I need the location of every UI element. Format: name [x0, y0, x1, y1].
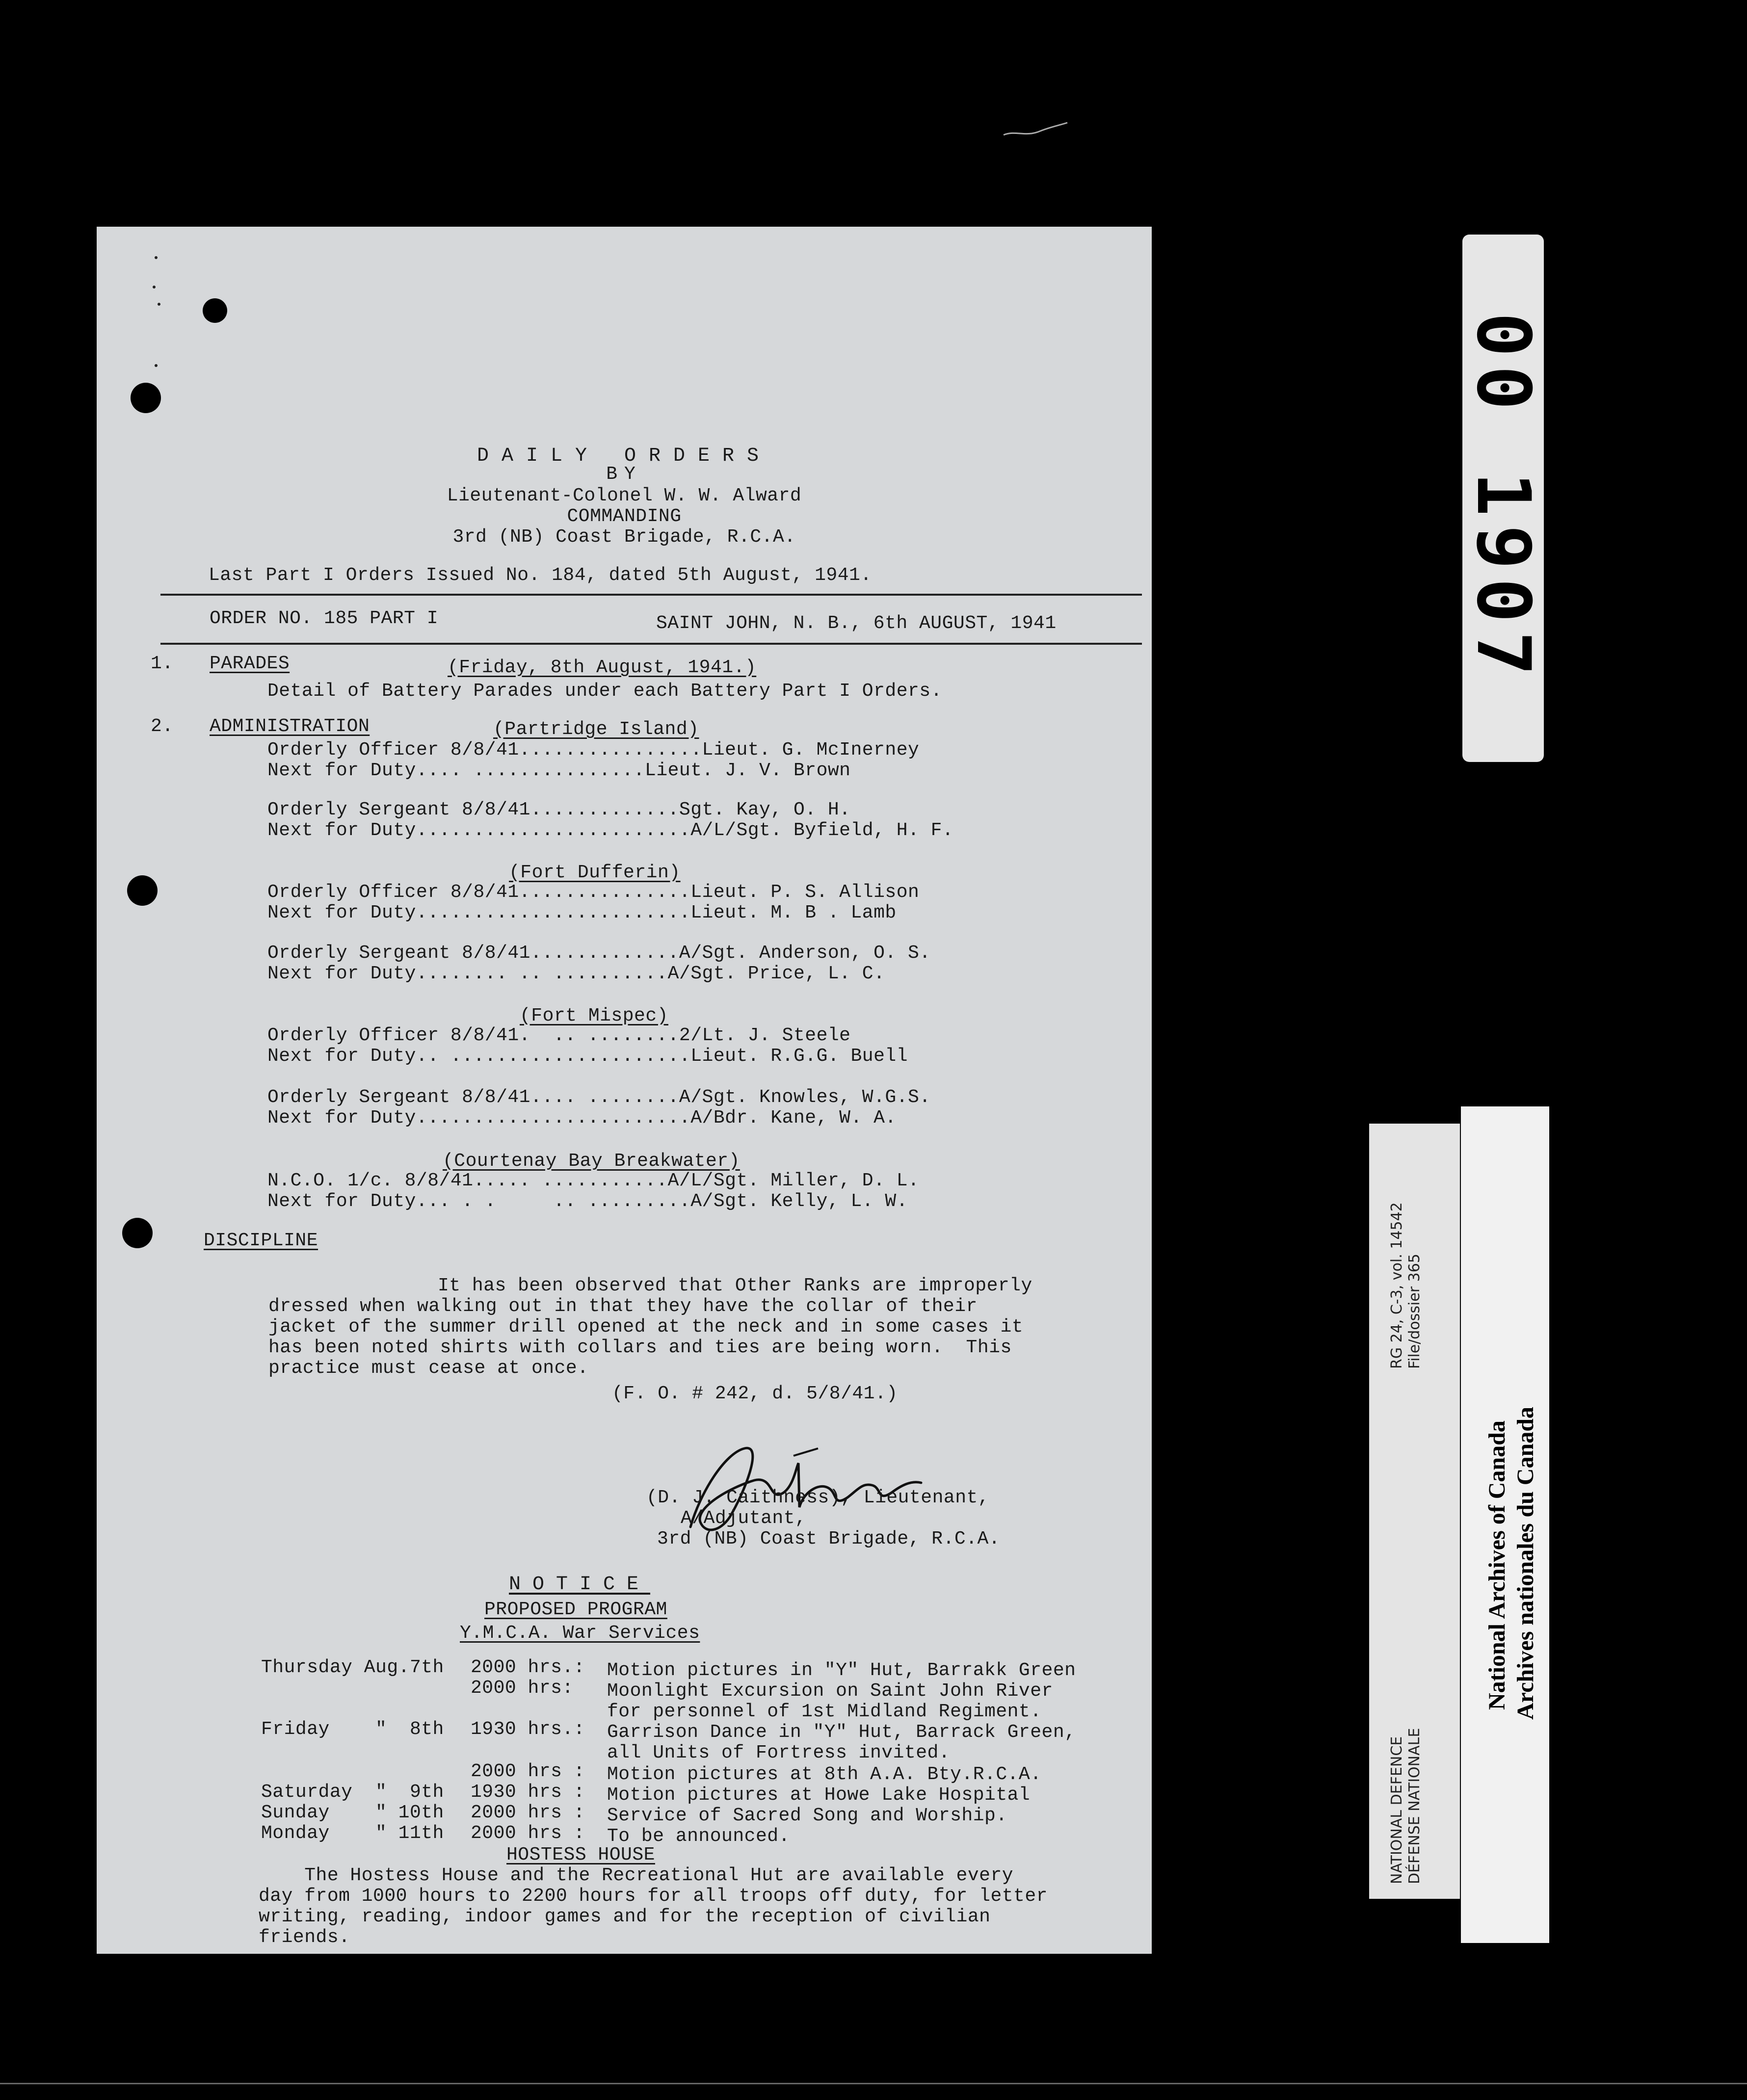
punch-hole: [127, 875, 158, 906]
archive-reference-label: [1369, 1124, 1460, 1899]
discipline-text: It has been observed that Other Ranks are improperly: [438, 1275, 1032, 1296]
discipline-text: has been noted shirts with collars and ties are being worn. This: [268, 1337, 1012, 1358]
duty-line: Next for Duty........ .. ..........A/Sgt. Price, L. C.: [267, 963, 885, 984]
department-fr: DÉFENSE NATIONALE: [1406, 1728, 1423, 1884]
department-en: NATIONAL DEFENCE: [1388, 1736, 1405, 1884]
duty-line: Next for Duty... . . .. .........A/Sgt. Kelly, L. W.: [267, 1191, 908, 1212]
program-event: for personnel of 1st Midland Regiment.: [607, 1701, 1042, 1722]
section-number: 2.: [151, 716, 174, 737]
discipline-text: dressed when walking out in that they have the collar of their: [268, 1296, 978, 1317]
frame-number: 00 1907: [1460, 312, 1546, 684]
location-heading: (Partridge Island): [493, 719, 699, 740]
program-day: Thursday Aug.7th: [261, 1657, 444, 1678]
location-heading: (Fort Mispec): [520, 1005, 668, 1026]
duty-line: N.C.O. 1/c. 8/8/41..... ...........A/L/Sgt. Miller, D. L.: [267, 1170, 920, 1191]
discipline-heading: DISCIPLINE: [204, 1230, 318, 1251]
program-day: Saturday " 9th: [261, 1782, 444, 1803]
signature-title: A/Adjutant,: [681, 1508, 807, 1529]
program-day: Monday " 11th: [261, 1823, 444, 1844]
duty-line: Next for Duty........................Lieut. M. B . Lamb: [267, 902, 897, 923]
program-time: 2000 hrs:: [471, 1678, 574, 1699]
program-event: Moonlight Excursion on Saint John River: [607, 1680, 1053, 1702]
punch-hole: [131, 383, 161, 413]
divider-rule: [160, 643, 1142, 645]
duty-line: Next for Duty.. .....................Lieut. R.G.G. Buell: [267, 1046, 908, 1067]
hostess-text: day from 1000 hours to 2200 hours for all troops off duty, for letter: [259, 1886, 1048, 1907]
program-time: 1930 hrs :: [471, 1782, 585, 1803]
hostess-text: writing, reading, indoor games and for the reception of civilian: [259, 1906, 991, 1927]
program-time: 2000 hrs :: [471, 1761, 585, 1782]
discipline-text: jacket of the summer drill opened at the neck and in some cases it: [268, 1316, 1024, 1338]
duty-line: Orderly Sergeant 8/8/41.............A/Sgt. Anderson, O. S.: [267, 943, 931, 964]
order-number: ORDER NO. 185 PART I: [210, 608, 439, 629]
signature-name: (D. J. Caithness), Lieutenant,: [646, 1487, 990, 1508]
duty-line: Orderly Officer 8/8/41. .. ........2/Lt. J. Steele: [267, 1025, 851, 1046]
archive-name-fr: Archives nationales du Canada: [1512, 1407, 1538, 1720]
place-date: SAINT JOHN, N. B., 6th AUGUST, 1941: [656, 613, 1057, 634]
signature-unit: 3rd (NB) Coast Brigade, R.C.A.: [657, 1528, 1001, 1549]
duty-line: Next for Duty........................A/L/Sgt. Byfield, H. F.: [267, 820, 954, 841]
parades-heading: PARADES: [210, 653, 290, 674]
doc-by: BY: [606, 464, 642, 485]
program-event: all Units of Fortress invited.: [607, 1742, 951, 1763]
discipline-text: practice must cease at once.: [268, 1358, 589, 1379]
frame-number-strip: [1462, 235, 1544, 762]
notice-subtitle: PROPOSED PROGRAM: [484, 1599, 667, 1620]
duty-line: Orderly Officer 8/8/41................Lieut. G. McInerney: [267, 739, 920, 761]
punch-hole: [122, 1218, 153, 1248]
program-day: Sunday " 10th: [261, 1802, 444, 1823]
section-number: 1.: [151, 653, 174, 674]
location-heading: (Courtenay Bay Breakwater): [443, 1151, 740, 1172]
archive-name-label: [1461, 1106, 1549, 1943]
scan-mark: [1001, 120, 1070, 140]
duty-line: Orderly Sergeant 8/8/41.............Sgt. Kay, O. H.: [267, 799, 851, 820]
parades-date: (Friday, 8th August, 1941.): [448, 657, 757, 678]
duty-line: Orderly Officer 8/8/41...............Lieut. P. S. Allison: [267, 882, 920, 903]
duty-line: Next for Duty.... ...............Lieut. J. V. Brown: [267, 760, 851, 781]
duty-line: Next for Duty........................A/Bdr. Kane, W. A.: [267, 1107, 897, 1129]
divider-rule: [160, 594, 1142, 596]
program-time: 2000 hrs :: [471, 1823, 585, 1844]
program-event: Garrison Dance in "Y" Hut, Barrack Green,: [607, 1722, 1076, 1743]
commander: Lieutenant-Colonel W. W. Alward: [447, 485, 802, 506]
program-time: 1930 hrs.:: [471, 1719, 585, 1740]
punch-hole: [203, 298, 227, 323]
administration-heading: ADMINISTRATION: [210, 716, 370, 737]
program-event: Motion pictures at 8th A.A. Bty.R.C.A.: [607, 1764, 1042, 1785]
notice-title: NOTICE: [509, 1574, 651, 1596]
program-time: 2000 hrs :: [471, 1802, 585, 1823]
program-time: 2000 hrs.:: [471, 1657, 585, 1678]
parades-detail: Detail of Battery Parades under each Battery Part I Orders.: [267, 681, 942, 702]
notice-org: Y.M.C.A. War Services: [460, 1623, 700, 1644]
program-event: Service of Sacred Song and Worship.: [607, 1805, 1007, 1826]
doc-title: DAILY ORDERS: [476, 445, 772, 467]
film-edge-line: [0, 2083, 1747, 2084]
last-orders: Last Part I Orders Issued No. 184, dated 5th August, 1941.: [209, 565, 872, 586]
unit-name: 3rd (NB) Coast Brigade, R.C.A.: [452, 526, 796, 548]
archive-name-en: National Archives of Canada: [1484, 1420, 1510, 1710]
hostess-text: friends.: [259, 1927, 350, 1948]
hostess-text: The Hostess House and the Recreational Hut are available every: [259, 1865, 1014, 1886]
program-event: To be announced.: [607, 1826, 790, 1847]
program-day: Friday " 8th: [261, 1719, 444, 1740]
archive-ref-1: RG 24, C-3, vol. 14542: [1388, 1202, 1405, 1369]
duty-line: Orderly Sergeant 8/8/41.... ........A/Sgt. Knowles, W.G.S.: [267, 1087, 931, 1108]
discipline-reference: (F. O. # 242, d. 5/8/41.): [612, 1383, 898, 1404]
location-heading: (Fort Dufferin): [509, 862, 681, 883]
program-event: Motion pictures in "Y" Hut, Barrakk Green: [607, 1660, 1076, 1681]
archive-ref-2: File/dossier 365: [1406, 1254, 1423, 1369]
hostess-heading: HOSTESS HOUSE: [506, 1844, 655, 1865]
commanding: COMMANDING: [567, 506, 682, 527]
document-page: [97, 227, 1152, 1954]
program-event: Motion pictures at Howe Lake Hospital: [607, 1785, 1031, 1806]
